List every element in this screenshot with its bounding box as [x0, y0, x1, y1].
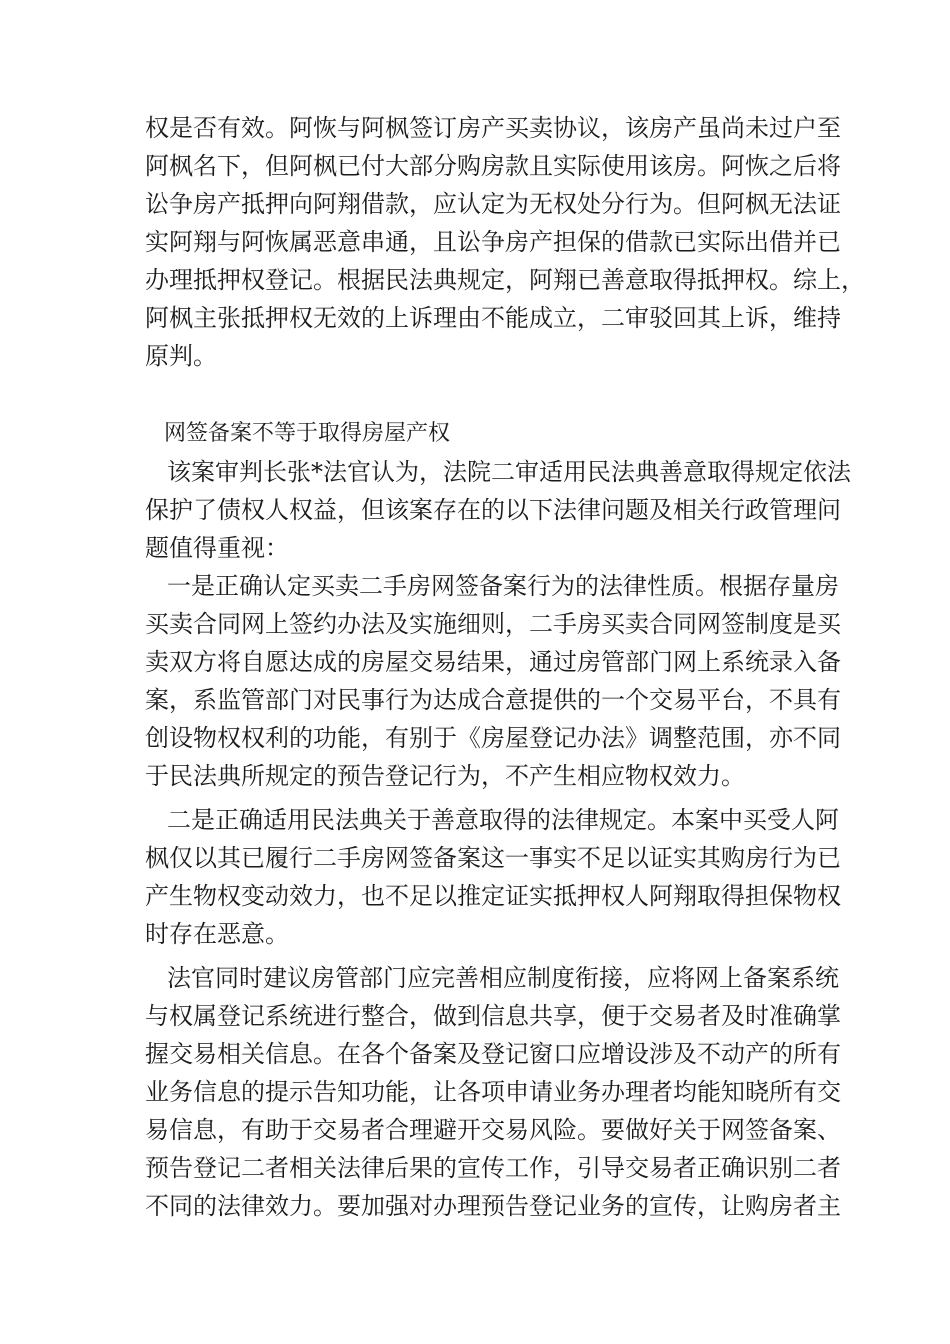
paragraph-3-line: 买卖合同网上签约办法及实施细则，二手房买卖合同网签制度是买: [145, 610, 841, 638]
paragraph-5-line: 法官同时建议房管部门应完善相应制度衔接，应将网上备案系统: [167, 964, 839, 992]
paragraph-3-line: 于民法典所规定的预告登记行为，不产生相应物权效力。: [145, 762, 745, 790]
paragraph-1-line: 阿枫主张抵押权无效的上诉理由不能成立，二审驳回其上诉，维持: [145, 304, 841, 332]
paragraph-1-line: 讼争房产抵押向阿翔借款，应认定为无权处分行为。但阿枫无法证: [145, 190, 841, 218]
paragraph-5-line: 与权属登记系统进行整合，做到信息共享，便于交易者及时准确掌: [145, 1002, 841, 1030]
paragraph-1-line: 办理抵押权登记。根据民法典规定，阿翔已善意取得抵押权。综上，: [145, 266, 865, 294]
paragraph-3-line: 一是正确认定买卖二手房网签备案行为的法律性质。根据存量房: [167, 572, 839, 600]
paragraph-3-line: 创设物权权利的功能，有别于《房屋登记办法》调整范围，亦不同: [145, 724, 841, 752]
paragraph-4-line: 枫仅以其已履行二手房网签备案这一事实不足以证实其购房行为已: [145, 844, 841, 872]
paragraph-5-line: 预告登记二者相关法律后果的宣传工作，引导交易者正确识别二者: [145, 1154, 841, 1182]
paragraph-1-line: 原判。: [145, 342, 217, 370]
paragraph-1-line: 阿枫名下，但阿枫已付大部分购房款且实际使用该房。阿恢之后将: [145, 152, 841, 180]
paragraph-2-line: 题值得重视：: [145, 534, 289, 562]
paragraph-1-line: 权是否有效。阿恢与阿枫签订房产买卖协议，该房产虽尚未过户至: [145, 114, 841, 142]
paragraph-3-line: 案，系监管部门对民事行为达成合意提供的一个交易平台，不具有: [145, 686, 841, 714]
paragraph-2-line: 保护了债权人权益，但该案存在的以下法律问题及相关行政管理问: [145, 496, 841, 524]
paragraph-4-line: 时存在恶意。: [145, 920, 289, 948]
paragraph-2-line: 该案审判长张*法官认为，法院二审适用民法典善意取得规定依法: [167, 458, 851, 486]
paragraph-4-line: 产生物权变动效力，也不足以推定证实抵押权人阿翔取得担保物权: [145, 882, 841, 910]
paragraph-3-line: 卖双方将自愿达成的房屋交易结果，通过房管部门网上系统录入备: [145, 648, 841, 676]
paragraph-5-line: 握交易相关信息。在各个备案及登记窗口应增设涉及不动产的所有: [145, 1040, 841, 1068]
paragraph-4-line: 二是正确适用民法典关于善意取得的法律规定。本案中买受人阿: [167, 806, 839, 834]
paragraph-1-line: 实阿翔与阿恢属恶意串通，且讼争房产担保的借款已实际出借并已: [145, 228, 841, 256]
paragraph-5-line: 业务信息的提示告知功能，让各项申请业务办理者均能知晓所有交: [145, 1078, 841, 1106]
section-heading: 网签备案不等于取得房屋产权: [164, 421, 451, 446]
paragraph-5-line: 易信息，有助于交易者合理避开交易风险。要做好关于网签备案、: [145, 1116, 841, 1144]
paragraph-5-line: 不同的法律效力。要加强对办理预告登记业务的宣传，让购房者主: [145, 1192, 841, 1220]
